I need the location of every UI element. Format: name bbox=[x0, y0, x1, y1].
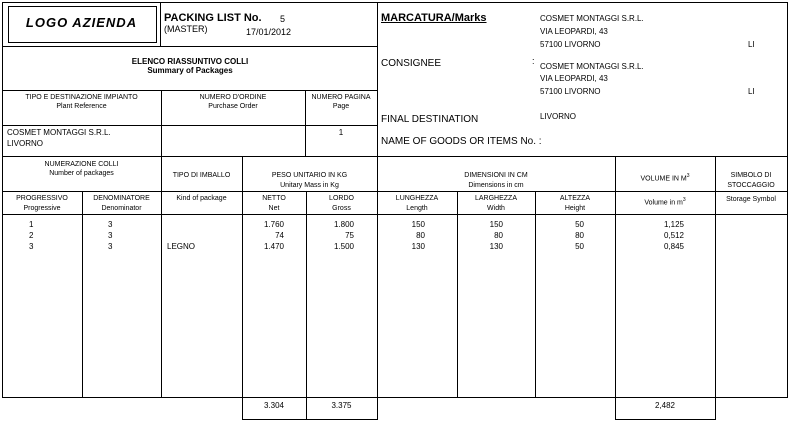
packing-list-number: 5 bbox=[280, 14, 286, 24]
consignee-label: CONSIGNEE bbox=[381, 58, 442, 69]
cell-height: 50 bbox=[575, 220, 584, 229]
header-netto: NETTO bbox=[262, 195, 286, 202]
marks-name: COSMET MONTAGGI S.R.L. bbox=[540, 14, 644, 23]
header-netto-en: Net bbox=[268, 205, 280, 212]
total-volume: 2,482 bbox=[654, 401, 676, 410]
cell-length: 150 bbox=[411, 220, 425, 229]
header-lunghezza-en: Length bbox=[406, 205, 428, 212]
plant-value-line2: LIVORNO bbox=[7, 139, 44, 148]
page-number-label: NUMERO PAGINA bbox=[311, 94, 371, 101]
company-logo: LOGO AZIENDA bbox=[25, 15, 138, 30]
consignee-province: LI bbox=[748, 87, 755, 96]
header-numerazione: NUMERAZIONE COLLI bbox=[44, 161, 119, 168]
cell-kind: LEGNO bbox=[167, 242, 196, 251]
cell-progressive: 2 bbox=[29, 231, 34, 240]
header-volume-label: VOLUME IN M bbox=[640, 175, 687, 183]
final-destination-value: LIVORNO bbox=[540, 112, 577, 121]
total-gross: 3.375 bbox=[331, 401, 352, 410]
page-number-value: 1 bbox=[338, 128, 344, 137]
purchase-order-sublabel: Purchase Order bbox=[208, 103, 258, 110]
consignee-street: VIA LEOPARDI, 43 bbox=[540, 74, 608, 83]
cell-denominator: 3 bbox=[108, 231, 113, 240]
plant-reference-label: TIPO E DESTINAZIONE IMPIANTO bbox=[25, 94, 138, 101]
marks-street: VIA LEOPARDI, 43 bbox=[540, 27, 608, 36]
cell-length: 80 bbox=[416, 231, 425, 240]
cell-net: 1.760 bbox=[263, 220, 284, 229]
marks-label: MARCATURA/Marks bbox=[381, 12, 487, 24]
plant-reference-sublabel: Plant Reference bbox=[56, 103, 107, 110]
marks-city: 57100 LIVORNO bbox=[540, 40, 601, 49]
cell-height: 50 bbox=[575, 242, 584, 251]
header-numerazione-en: Number of packages bbox=[49, 170, 114, 177]
cell-gross: 75 bbox=[345, 231, 354, 240]
master-label: (MASTER) bbox=[164, 24, 208, 34]
header-larghezza-en: Width bbox=[487, 205, 505, 212]
header-tipo-en: Kind of package bbox=[176, 195, 227, 202]
cell-volume: 0,512 bbox=[663, 231, 684, 240]
cell-net: 1.470 bbox=[263, 242, 284, 251]
header-volume-en-superscript: 3 bbox=[682, 197, 686, 203]
header-volume-en-label: Volume in m bbox=[644, 199, 683, 207]
cell-progressive: 1 bbox=[29, 220, 34, 229]
header-progressivo: PROGRESSIVO bbox=[16, 195, 68, 202]
summary-title: ELENCO RIASSUNTIVO COLLI bbox=[131, 57, 249, 66]
header-peso-en: Unitary Mass in Kg bbox=[280, 182, 339, 189]
header-lordo: LORDO bbox=[329, 195, 354, 202]
cell-denominator: 3 bbox=[108, 242, 113, 251]
cell-width: 150 bbox=[489, 220, 503, 229]
header-progressivo-en: Progressive bbox=[23, 205, 61, 212]
header-simbolo-en: Storage Symbol bbox=[726, 196, 776, 203]
cell-length: 130 bbox=[411, 242, 425, 251]
summary-subtitle: Summary of Packages bbox=[147, 66, 233, 75]
header-volume-en bbox=[615, 195, 715, 208]
header-denominatore: DENOMINATORE bbox=[93, 195, 150, 202]
page-number-sublabel: Page bbox=[332, 103, 350, 110]
plant-value-line1: COSMET MONTAGGI S.R.L. bbox=[7, 128, 111, 137]
header-simbolo-2: STOCCAGGIO bbox=[727, 182, 775, 189]
document-date: 17/01/2012 bbox=[246, 27, 292, 37]
cell-width: 80 bbox=[494, 231, 503, 240]
consignee-city: 57100 LIVORNO bbox=[540, 87, 601, 96]
cell-progressive: 3 bbox=[29, 242, 34, 251]
cell-volume: 1,125 bbox=[663, 220, 684, 229]
marks-province: LI bbox=[748, 40, 755, 49]
header-peso: PESO UNITARIO IN KG bbox=[271, 172, 348, 179]
header-larghezza: LARGHEZZA bbox=[474, 195, 517, 202]
header-lunghezza: LUNGHEZZA bbox=[395, 195, 439, 202]
header-dimensioni: DIMENSIONI IN CM bbox=[464, 172, 528, 179]
final-destination-label: FINAL DESTINATION bbox=[381, 114, 479, 125]
header-denominatore-en: Denominator bbox=[101, 205, 142, 212]
goods-label: NAME OF GOODS OR ITEMS No. : bbox=[381, 136, 542, 147]
cell-volume: 0,845 bbox=[663, 242, 684, 251]
header-volume bbox=[615, 171, 715, 184]
cell-width: 130 bbox=[489, 242, 503, 251]
cell-net: 74 bbox=[275, 231, 284, 240]
cell-denominator: 3 bbox=[108, 220, 113, 229]
packing-list-label: PACKING LIST No. bbox=[164, 12, 262, 24]
cell-height: 80 bbox=[575, 231, 584, 240]
cell-gross: 1.800 bbox=[333, 220, 354, 229]
cell-gross: 1.500 bbox=[333, 242, 354, 251]
header-altezza: ALTEZZA bbox=[559, 195, 591, 202]
purchase-order-label: NUMERO D'ORDINE bbox=[199, 94, 267, 101]
consignee-colon: : bbox=[532, 56, 535, 66]
header-simbolo-1: SIMBOLO DI bbox=[730, 172, 772, 179]
header-lordo-en: Gross bbox=[332, 205, 351, 212]
header-dimensioni-en: Dimensions in cm bbox=[468, 182, 524, 189]
header-altezza-en: Height bbox=[564, 205, 586, 212]
header-tipo-imballo: TIPO DI IMBALLO bbox=[172, 172, 231, 179]
total-net: 3.304 bbox=[263, 401, 285, 410]
header-volume-superscript: 3 bbox=[686, 173, 690, 179]
consignee-name: COSMET MONTAGGI S.R.L. bbox=[540, 62, 644, 71]
